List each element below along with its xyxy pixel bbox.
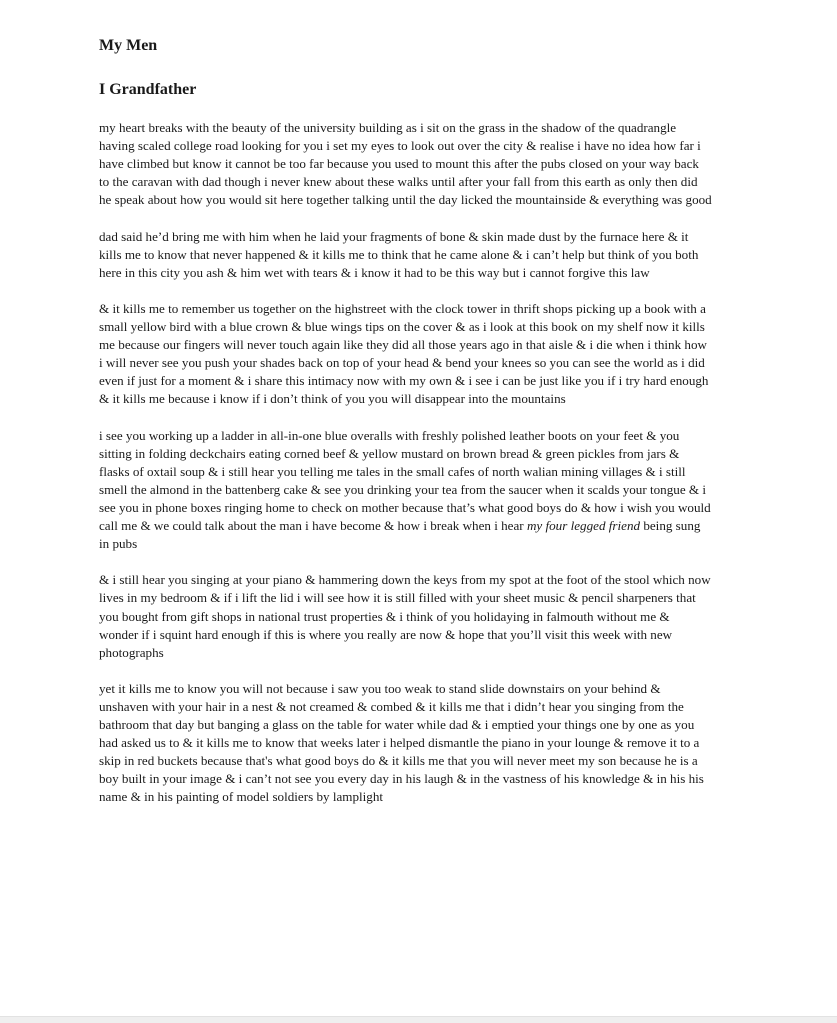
poem-line: skip in red buckets because that's what good boys do & it kills me that you will never meet my son because he is a xyxy=(99,753,698,769)
poem-line: he speak about how you would sit here together talking until the day licked the mountainside & everything was good xyxy=(99,192,712,208)
poem-line: in pubs xyxy=(99,536,138,552)
poem-line: even if just for a moment & i share this intimacy now with my own & i see i can be just like you if i try hard enough xyxy=(99,373,709,389)
poem-line: sitting in folding deckchairs eating corned beef & yellow mustard on brown bread & green pickles from jars & xyxy=(99,445,680,461)
poem-line: see you in phone boxes ringing home to check on mother because that’s what good boys do & how i wish you would xyxy=(99,499,711,515)
poem-line: i will never see you push your shades back on top of your head & bend your knees so you can see the world as i did xyxy=(99,355,705,371)
poem-line: smell the almond in the battenberg cake & see you drinking your tea from the saucer when it scalds your tongue & i xyxy=(99,481,706,497)
stanza-2 xyxy=(99,228,744,282)
poem-line: yet it kills me to know you will not because i saw you too weak to stand slide downstairs on your behind & xyxy=(99,680,661,696)
poem-body xyxy=(99,119,744,825)
poem-line: photographs xyxy=(99,644,164,660)
italic-song-title: my four legged friend xyxy=(526,518,641,534)
poem-line-start: call me & we could talk about the man i have become & how i break when i hear xyxy=(99,518,527,534)
poem-line: wonder if i squint hard enough if this is where you really are now & hope that you’ll visit this week with new xyxy=(99,626,673,642)
poem-line: bathroom that day but banging a glass on the table for water while dad & i emptied your things one by one as you xyxy=(99,717,695,733)
stanza-1 xyxy=(99,119,744,209)
stanza-5 xyxy=(99,571,744,661)
poem-line: small yellow bird with a blue crown & blue wings tips on the cover & as i look at this book on my shelf now it kills xyxy=(99,319,705,335)
stanza-6 xyxy=(99,680,744,807)
poem-line: name & in his painting of model soldiers by lamplight xyxy=(99,789,384,805)
poem-line: flasks of oxtail soup & i still hear you telling me tales in the small cafes of north walian mining villages & i still xyxy=(99,463,686,479)
poem-line: have climbed but know it cannot be too far because you used to mount this after the pubs closed on your way back xyxy=(99,156,699,172)
page-bottom-strip xyxy=(0,1016,837,1023)
poem-line: & i still hear you singing at your piano & hammering down the keys from my spot at the foot of the stool which now xyxy=(99,572,711,588)
poem-line: having scaled college road looking for you i set my eyes to look out over the city & realise i have no idea how far i xyxy=(99,138,701,154)
stanza-3 xyxy=(99,300,744,409)
poem-line-end: being sung xyxy=(640,518,701,534)
section-title: I Grandfather xyxy=(99,81,197,98)
poem-line-with-italic xyxy=(99,517,744,535)
poem-line: here in this city you ash & him wet with tears & i know it had to be this way but i cannot forgive this law xyxy=(99,264,650,280)
poem-line: me because our fingers will never touch again like they did all those years ago in that aisle & i die when i think how xyxy=(99,337,707,353)
poem-line: boy built in your image & i can’t not see you every day in his laugh & in the vastness of his knowledge & in his his xyxy=(99,771,704,787)
poem-line: unshaven with your hair in a nest & not creamed & combed & it kills me that i didn’t hear you singing from the xyxy=(99,699,684,714)
poem-line: kills me to know that never happened & it kills me to think that he came alone & i can’t help but think of you both xyxy=(99,246,699,262)
document-title: My Men xyxy=(99,37,158,54)
poem-line: dad said he’d bring me with him when he laid your fragments of bone & skin made dust by the furnace here & it xyxy=(99,228,689,244)
poem-line: & it kills me because i know if i don’t think of you you will disappear into the mountains xyxy=(99,391,566,407)
poem-line: lives in my bedroom & if i lift the lid i will see how it is still filled with your sheet music & pencil sharpeners that xyxy=(99,590,696,606)
poem-line: to the caravan with dad though i never knew about these walks until after your fall from this earth as only then did xyxy=(99,174,698,190)
poem-line: i see you working up a ladder in all-in-one blue overalls with freshly polished leather boots on your feet & you xyxy=(99,427,680,443)
poem-line: had asked us to & it kills me to know that weeks later i helped dismantle the piano in your lounge & remove it to a xyxy=(99,735,700,751)
poem-line: & it kills me to remember us together on the highstreet with the clock tower in thrift shops picking up a book with a xyxy=(99,300,706,316)
poem-line: my heart breaks with the beauty of the university building as i sit on the grass in the shadow of the quadrangle xyxy=(99,120,677,135)
poem-line: you bought from gift shops in national trust properties & i think of you holidaying in falmouth without me & xyxy=(99,608,670,624)
stanza-4 xyxy=(99,427,744,554)
